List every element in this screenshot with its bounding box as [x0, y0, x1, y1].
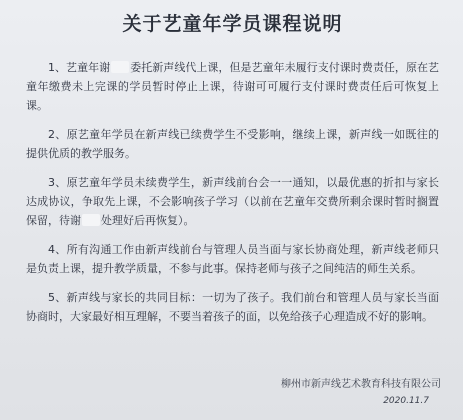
paragraph-1	[26, 58, 439, 115]
paragraph-1-rest: 委托新声线代上课，但是艺童年未履行支付课时费责任，原在艺童年缴费未上完课的学员暂时停止上课，待谢可可履行支付课时费责任后可恢复上课。	[26, 61, 440, 112]
document-title: 关于艺童年学员课程说明	[122, 13, 343, 35]
paragraph-1-start: 1、艺童年谢	[48, 61, 111, 74]
paragraph-5: 5、新声线与家长的共同目标：一切为了孩子。我们前台和管理人员与家长当面协商时，大家最好相互理解，不要当着孩子的面，以免给孩子心理造成不好的影响。	[26, 291, 439, 323]
company-signature: 柳州市新声线艺术教育科技有限公司	[281, 379, 441, 390]
paragraph-3	[26, 173, 439, 230]
redacted-name-mark	[111, 61, 129, 73]
paragraph-4: 4、所有沟通工作由新声线前台与管理人员当面与家长协商处理，新声线老师只是负责上课，提升教学质量，不参与此事。保持老师与孩子之间纯洁的师生关系。	[26, 243, 439, 275]
paragraph-2: 2、原艺童年学员在新声线已续费学生不受影响，继续上课，新声线一如既往的提供优质的教学服务。	[26, 128, 439, 160]
paragraph-3-start: 3、原艺童年学员未续费学生，新声线前台会一一通知，以最优惠的折扣与家长达成协议，争取先上课，不会影响孩子学习（以前在艺童年交费所剩余课时暂时搁置保留，待谢	[26, 176, 439, 227]
signature-date: 2020.11.7	[383, 396, 429, 406]
redacted-name-mark	[82, 214, 100, 226]
paragraph-3-rest: 处理好后再恢复）。	[101, 214, 195, 227]
